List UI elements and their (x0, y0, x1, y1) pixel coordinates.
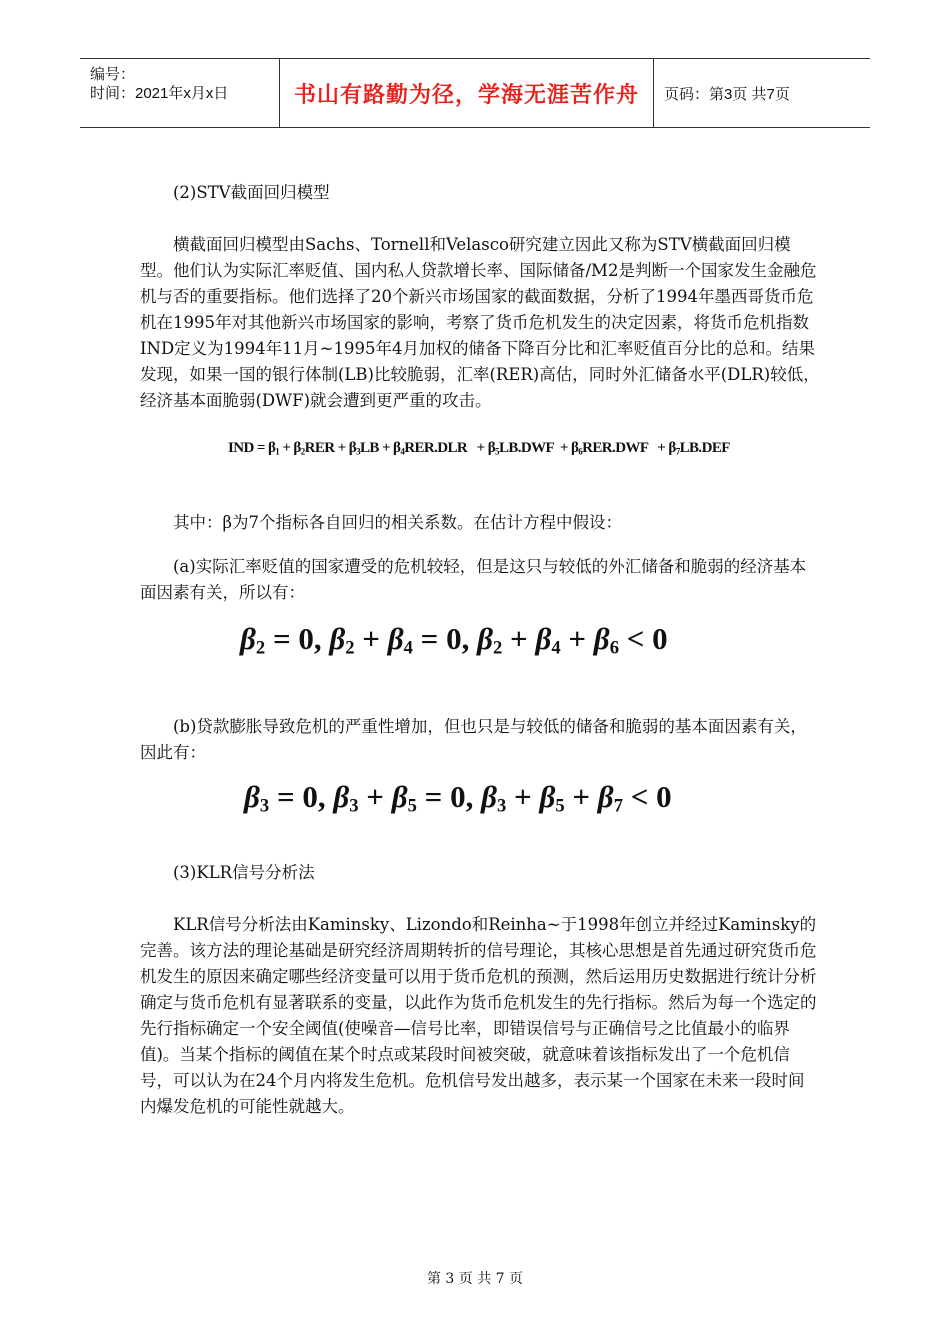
eq-sub: 3 (259, 795, 270, 817)
eq-sub: 2 (255, 637, 266, 659)
eq-op: + (358, 779, 392, 815)
paragraph-condition-a: (a)实际汇率贬值的国家遭受的危机较轻，但是这只与较低的外汇储备和脆弱的经济基本面因素有关，所以有： (140, 557, 807, 603)
eq-op: + (560, 621, 594, 657)
paragraph-klr: KLR信号分析法由Kaminsky、Lizondo和Reinha~于1998年创立并经过Kaminsky的完善。该方法的理论基础是研究经济周期转折的信号理论，其核心思想是首先通过研究货币危机发生的原因来确定哪些经济变量可以用于货币危机的预测，然后运用历史数据进行统计分析确定与货币危机有显著联系的变量，以此作为货币危机发生的先行指标。然后为每一个选定的先行指标确定一个安全阈值(使噪音—信号比率，即错误信号与正确信号之比值最小的临界值)。当某个指标的阈值在某个时点或某段时间被突破，就意味着该指标发出了一个危机信号，可以认为在24个月内将发生危机。危机信号发出越多，表示某一个国家在未来一段时间内爆发危机的可能性就越大。 (140, 915, 817, 1117)
eq-beta: β (391, 779, 408, 815)
eq-var: RER (304, 440, 335, 456)
eq-sub: 3 (496, 795, 507, 817)
section-title-klr: (3)KLR信号分析法 (173, 863, 315, 883)
equation-ind: IND = $\beta_1 + \beta_2RER + \beta_3LB + \beta_4RER.DLR + \beta_5LB.DWF + \beta_6RER.DWF + \beta_7LB.DEF$ (228, 440, 730, 457)
document-body (140, 172, 820, 1120)
equation-b (244, 779, 820, 834)
eq-rel: < 0 (618, 621, 668, 657)
eq-beta: β (329, 621, 346, 657)
eq-sub: 4 (400, 446, 405, 457)
eq-beta: β (477, 621, 493, 657)
eq-rel: = 0, (269, 779, 334, 815)
eq-beta: β (539, 779, 556, 815)
section-title-stv: (2)STV截面回归模型 (173, 183, 330, 202)
header-motto-cell (280, 59, 654, 127)
eq-rel: < 0 (622, 779, 672, 815)
page-footer: 第 3 页 共 7 页 (426, 1271, 524, 1287)
eq-sub: 1 (275, 446, 280, 457)
header-page-info: 页码：第3页 共7页 (664, 85, 790, 103)
eq-sub: 7 (675, 446, 680, 457)
eq-beta: β (487, 440, 496, 456)
eq-sub: 5 (555, 795, 565, 817)
eq-var: LB.DEF (679, 440, 730, 456)
eq-beta: β (293, 440, 301, 456)
eq-lhs: IND (228, 440, 254, 456)
paragraph-stv: 横截面回归模型由Sachs、Tornell和Velasco研究建立因此又称为STV横截面回归模型。他们认为实际汇率贬值、国内私人贷款增长率、国际储备/M2是判断一个国家发生金融危机与否的重要指标。他们选择了20个新兴市场国家的截面数据，分析了1994年墨西哥货币危机在1995年对其他新兴市场国家的影响，考察了货币危机发生的决定因素，将货币危机指数IND定义为1994年11月~1995年4月加权的储备下降百分比和汇率贬值百分比的总和。结果发现，如果一国的银行体制(LB)比较脆弱，汇率(RER)高估，同时外汇储备水平(DLR)较低，经济基本面脆弱(DWF)就会遭到更严重的攻击。 (140, 235, 820, 410)
eq-rel: = 0, (412, 621, 478, 657)
eq-sub: 6 (578, 446, 583, 457)
eq-op: + (506, 779, 540, 815)
eq-beta: β (393, 440, 401, 456)
eq-sub: 3 (349, 795, 359, 817)
eq-sub: 2 (345, 637, 355, 659)
eq-beta: β (570, 440, 579, 456)
eq-rel: = 0, (265, 621, 330, 657)
eq-beta: β (240, 621, 256, 657)
eq-sub: 7 (613, 795, 623, 817)
eq-beta: β (387, 621, 404, 657)
page-header (80, 58, 870, 128)
eq-var: RER.DLR (404, 440, 468, 456)
eq-sub: 2 (492, 637, 503, 659)
eq-sub: 4 (551, 637, 561, 659)
eq-beta: β (593, 621, 610, 657)
eq-beta: β (333, 779, 350, 815)
eq-var: LB (359, 440, 379, 456)
eq-sub: 5 (495, 446, 499, 457)
eq-var: LB.DWF (498, 440, 554, 456)
eq-beta: β (481, 779, 497, 815)
eq-rel: = 0, (416, 779, 482, 815)
eq-beta: β (267, 440, 276, 456)
eq-beta: β (597, 779, 614, 815)
eq-sub: 2 (300, 446, 305, 457)
eq-sub: 5 (407, 795, 417, 817)
eq-beta: β (668, 440, 676, 456)
serial-number-label: 编号： (90, 66, 136, 83)
eq-sub: 6 (609, 637, 619, 659)
eq-beta: β (244, 779, 260, 815)
header-motto: 书山有路勤为径，学海无涯苦作舟 (293, 81, 639, 107)
eq-beta: β (535, 621, 552, 657)
eq-op: + (564, 779, 598, 815)
eq-sub: 4 (403, 637, 413, 659)
eq-var: RER.DWF (582, 440, 648, 456)
date-label: 时间：2021年x月x日 (90, 85, 229, 102)
paragraph-condition-b: (b)贷款膨胀导致危机的严重性增加，但也只是与较低的储备和脆弱的基本面因素有关，因此有： (140, 717, 807, 763)
eq-beta: β (348, 440, 357, 456)
header-meta (80, 59, 280, 127)
paragraph-beta: 其中：β为7个指标各自回归的相关系数。在估计方程中假设： (173, 513, 623, 533)
equation-a (240, 621, 820, 676)
eq-sub: 3 (356, 446, 360, 457)
eq-op: + (354, 621, 388, 657)
eq-op: + (502, 621, 536, 657)
